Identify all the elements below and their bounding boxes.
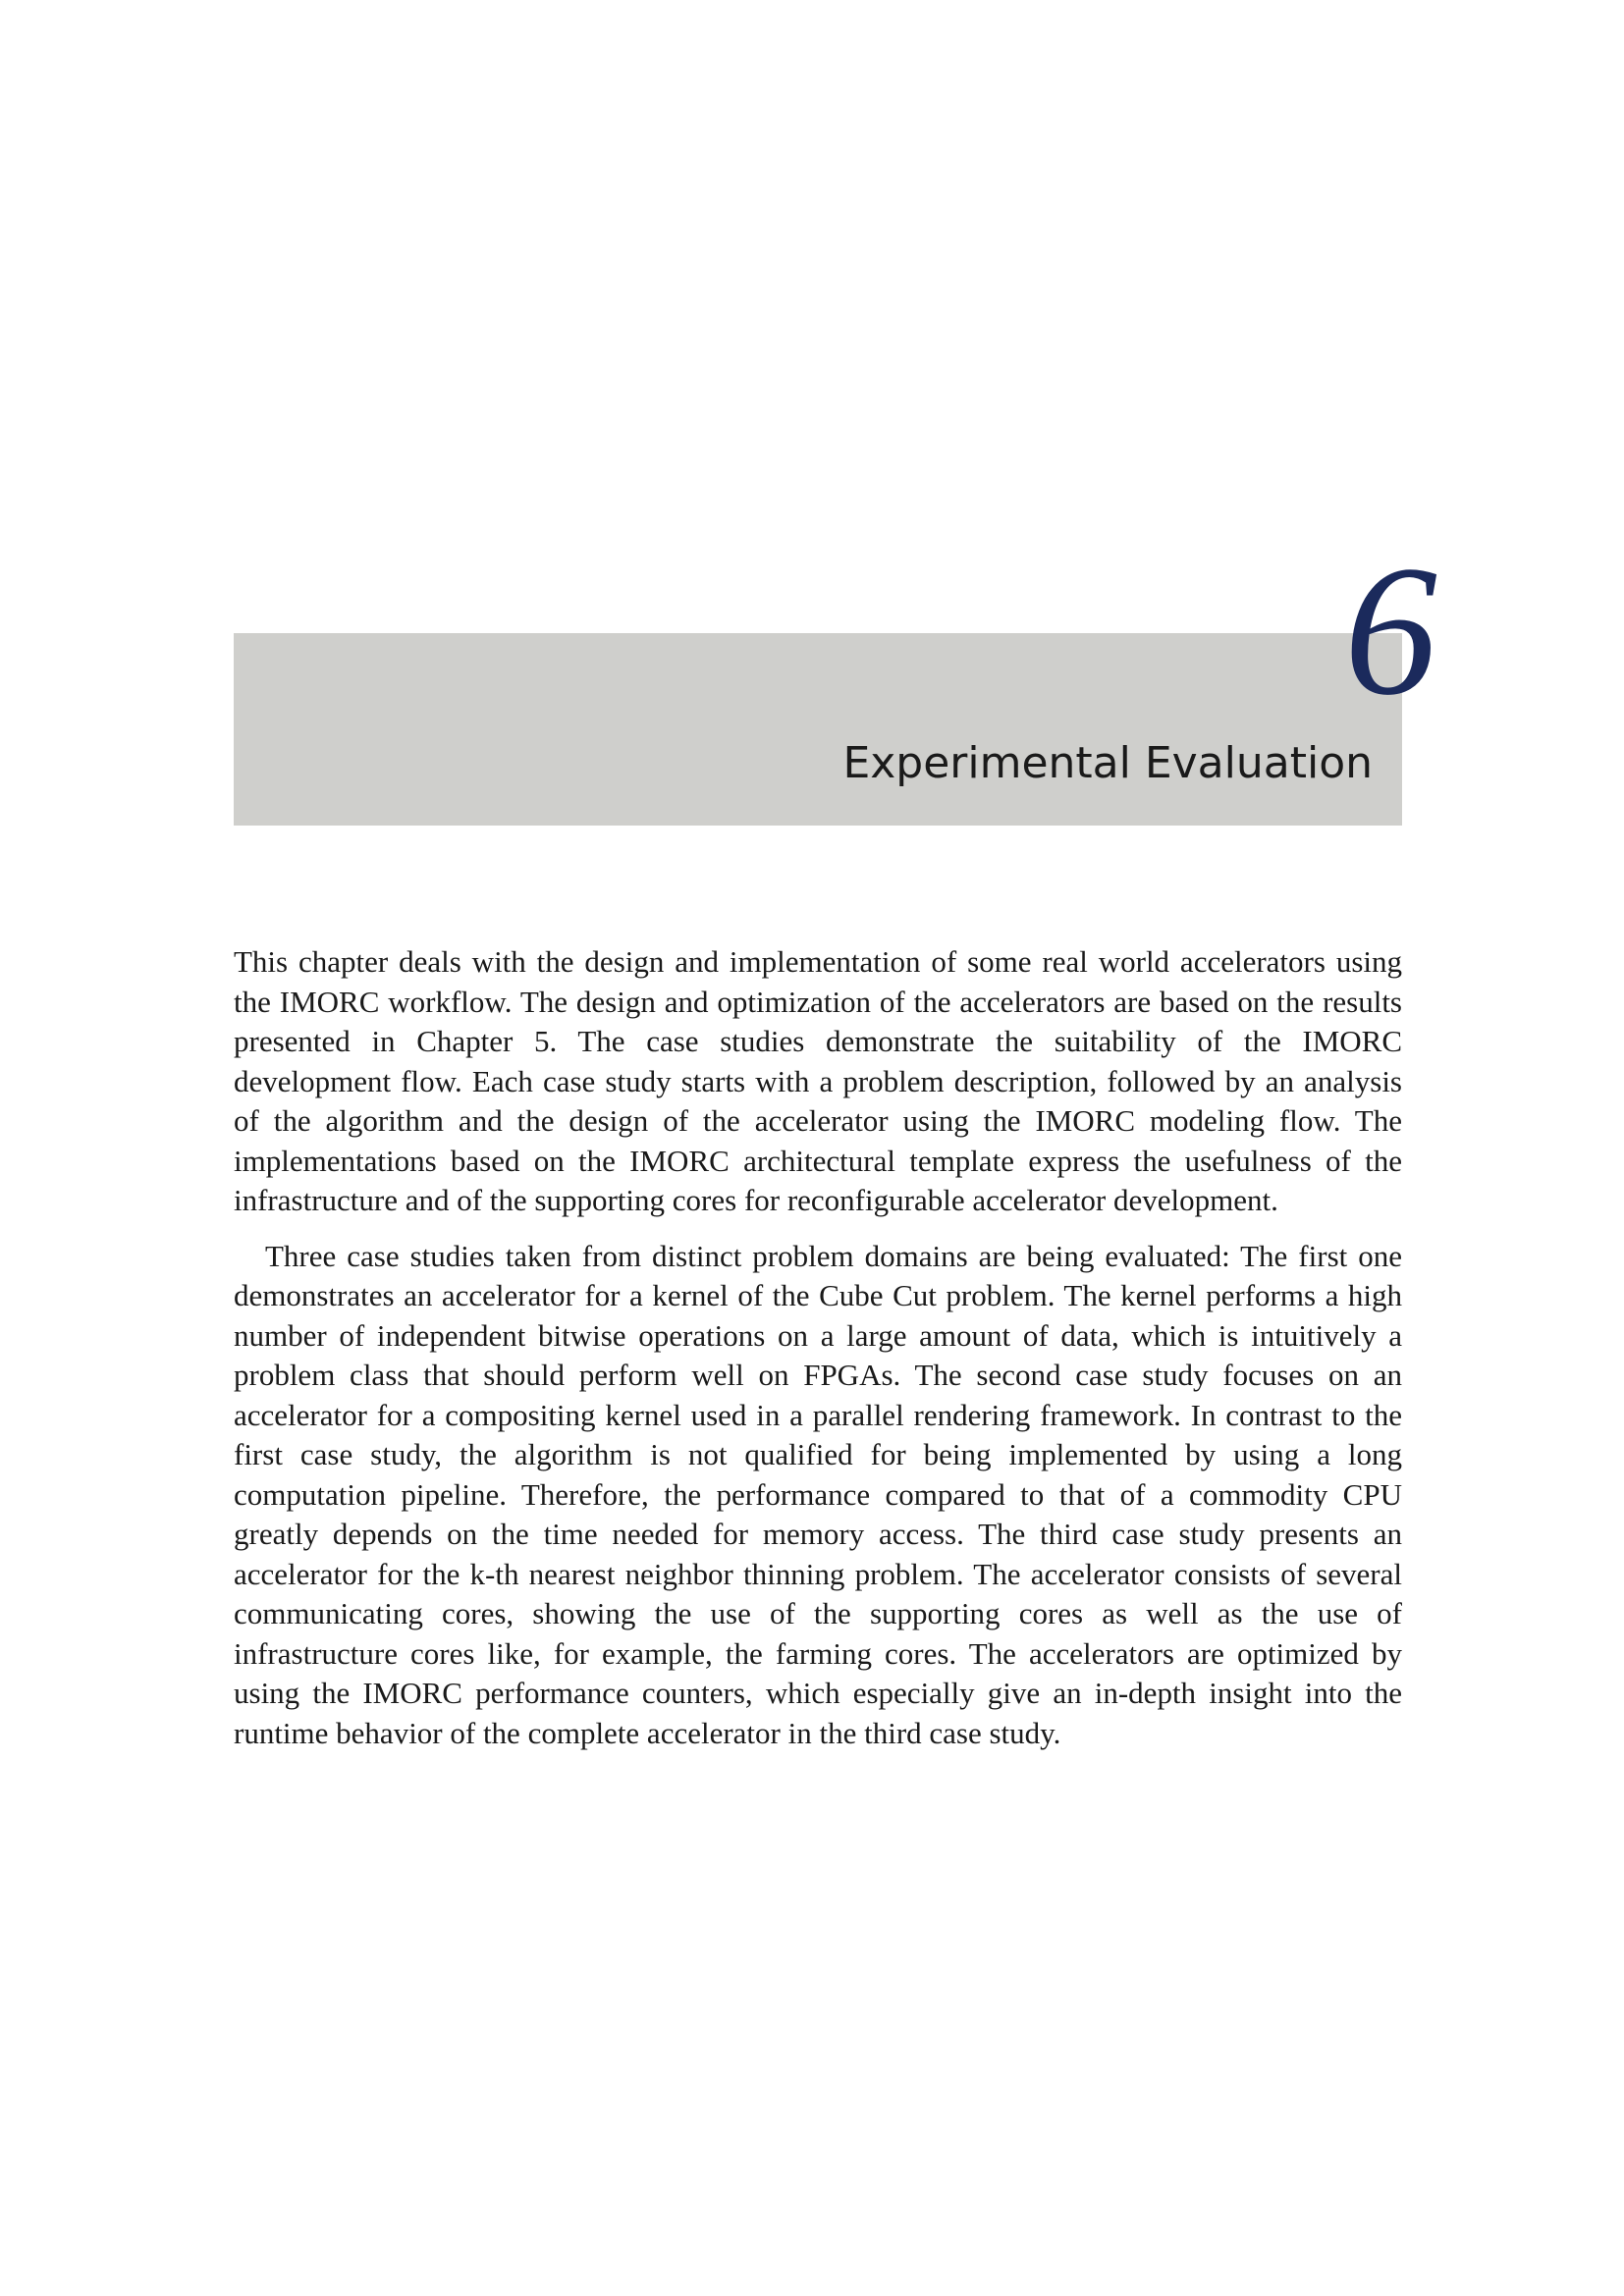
case-studies-paragraph: Three case studies taken from distinct problem domains are being evaluated: The first one demonstrates an accelerator for a kernel of the Cube Cut problem. The kernel performs a high number of independent bitwise operations on a large amount of data, which is intuitively a problem class that should perform well on FPGAs. The second case study focuses on an accelerator for a compositing kernel used in a parallel rendering framework. In contrast to the first case study, the algorithm is not qualified for being implemented by using a long computation pipeline. Therefore, the performance compared to that of a commodity CPU greatly depends on the time needed for memory access. The third case study presents an accelerator for the k-th nearest neighbor thinning problem. The accelerator consists of several communicating cores, showing the use of the supporting cores as well as the use of infrastructure cores like, for example, the farming cores. The accelerators are optimized by using the IMORC performance counters, which especially give an in-depth insight into the runtime behavior of the complete accelerator in the third case study.	[234, 1238, 1402, 1750]
chapter-body	[234, 942, 1402, 1753]
chapter-number: 6	[1344, 528, 1437, 734]
chapter-heading-band	[234, 633, 1402, 826]
intro-paragraph: This chapter deals with the design and implementation of some real world accelerators using the IMORC workflow. The design and optimization of the accelerators are based on the results presented in Chapter 5. The case studies demonstrate the suitability of the IMORC development flow. Each case study starts with a problem description, followed by an analysis of the algorithm and the design of the accelerator using the IMORC modeling flow. The implementations based on the IMORC architectural template express the usefulness of the infrastructure and of the supporting cores for reconfigurable accelerator development.	[234, 944, 1402, 1217]
chapter-title: Experimental Evaluation	[842, 738, 1373, 788]
